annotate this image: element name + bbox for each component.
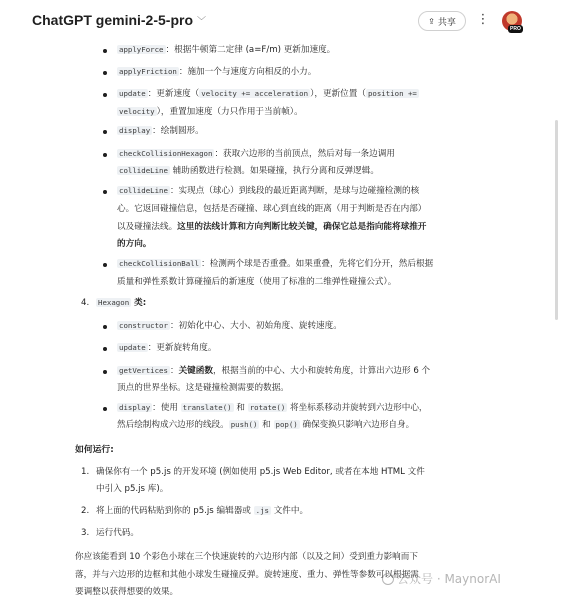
list-item: getVertices ：关键函数，根据当前的中心、大小和旋转角度，计算出六边形 6 个 bbox=[119, 366, 431, 376]
list-item-cont: 顶点的世界坐标。这是碰撞检测需要的数据。 bbox=[117, 383, 289, 393]
list-item-cont: 以及碰撞法线。这里的法线计算和方向判断比较关键，确保它总是指向能将球推开 bbox=[117, 222, 427, 232]
list-item-cont: 然后绘制构成六边形的线段。 push() 和 pop() 确保变换只影响六边形自身。 bbox=[117, 420, 415, 430]
list-bullet bbox=[103, 71, 107, 75]
list-item: 将上面的代码粘贴到你的 p5.js 编辑器或 .js 文件中。 bbox=[96, 506, 309, 516]
watermark: 公众号 · MaynorAI bbox=[382, 570, 501, 587]
list-item-cont: 的方向。 bbox=[117, 239, 152, 249]
list-item: display ：绘制圆形。 bbox=[119, 126, 204, 136]
list-bullet bbox=[103, 263, 107, 267]
section-title: Hexagon 类: bbox=[98, 298, 147, 308]
list-item: update ：更新旋转角度。 bbox=[119, 343, 217, 353]
list-number: 3. bbox=[81, 528, 90, 538]
how-to-run-heading: 如何运行: bbox=[75, 445, 114, 455]
list-number: 2. bbox=[81, 506, 90, 516]
list-bullet bbox=[103, 370, 107, 374]
model-title: ChatGPT gemini-2-5-pro bbox=[32, 12, 194, 28]
list-number: 4. bbox=[81, 298, 90, 308]
list-item-cont: 中引入 p5.js 库)。 bbox=[96, 484, 169, 494]
list-item-cont: 心。它返回碰撞信息，包括是否碰撞、球心到直线的距离（用于判断是否在内部） bbox=[117, 204, 427, 214]
list-bullet bbox=[103, 93, 107, 97]
list-item: constructor ：初始化中心、大小、初始角度、旋转速度。 bbox=[119, 321, 342, 331]
paragraph-line: 你应该能看到 10 个彩色小球在三个快速旋转的六边形内部（以及之间）受到重力影响而下 bbox=[75, 552, 418, 562]
scrollbar-thumb[interactable] bbox=[555, 120, 558, 320]
list-item: applyFriction ：施加一个与速度方向相反的小力。 bbox=[119, 67, 317, 77]
top-bar bbox=[0, 0, 567, 40]
list-bullet bbox=[103, 153, 107, 157]
list-item: display ：使用 translate() 和 rotate() 将坐标系移动并旋转到六边形中心， bbox=[119, 403, 428, 413]
list-item: checkCollisionHexagon ：获取六边形的当前顶点，然后对每一条边调用 bbox=[119, 149, 395, 159]
wechat-icon bbox=[382, 573, 394, 585]
list-bullet bbox=[103, 325, 107, 329]
list-item: collideLine ：实现点（球心）到线段的最近距离判断，是球与边碰撞检测的核 bbox=[119, 186, 420, 196]
list-item-cont: 质量和弹性系数计算碰撞后的新速度（使用了标准的二维弹性碰撞公式）。 bbox=[117, 277, 397, 287]
list-item-cont: velocity ），重置加速度（力只作用于当前帧）。 bbox=[119, 107, 303, 117]
model-selector[interactable] bbox=[32, 12, 206, 28]
list-item: 确保你有一个 p5.js 的开发环境 (例如使用 p5.js Web Editor, 或者在本地 HTML 文件 bbox=[96, 467, 425, 477]
list-bullet bbox=[103, 407, 107, 411]
more-options-icon[interactable]: ⋮ bbox=[476, 12, 490, 27]
share-button[interactable] bbox=[418, 11, 466, 31]
chat-response bbox=[0, 40, 567, 601]
paragraph-line: 落，并与六边形的边框和其他小球发生碰撞反弹。旋转速度、重力、弹性等参数可以根据需 bbox=[75, 570, 419, 580]
pro-badge: PRO bbox=[510, 26, 521, 32]
paragraph-line: 要调整以获得想要的效果。 bbox=[75, 587, 179, 597]
list-item: checkCollisionBall ：检测两个球是否重叠。如果重叠，先将它们分开，然后根据 bbox=[119, 259, 434, 269]
list-item-cont: collideLine 辅助函数进行检测。如果碰撞，执行分离和反弹逻辑。 bbox=[119, 166, 379, 176]
list-bullet bbox=[103, 190, 107, 194]
upload-icon: ⇪ bbox=[428, 16, 435, 26]
list-item: applyForce ：根据牛顿第二定律 (a=F/m) 更新加速度。 bbox=[119, 45, 336, 55]
list-item: 运行代码。 bbox=[96, 528, 139, 538]
list-item: update ：更新速度（ velocity += acceleration ），更新位置（ position += bbox=[119, 89, 417, 99]
list-bullet bbox=[103, 130, 107, 134]
share-label: 共享 bbox=[437, 17, 456, 28]
chevron-down-icon: ﹀ bbox=[197, 15, 207, 26]
list-bullet bbox=[103, 49, 107, 53]
list-number: 1. bbox=[81, 467, 90, 477]
list-bullet bbox=[103, 347, 107, 351]
